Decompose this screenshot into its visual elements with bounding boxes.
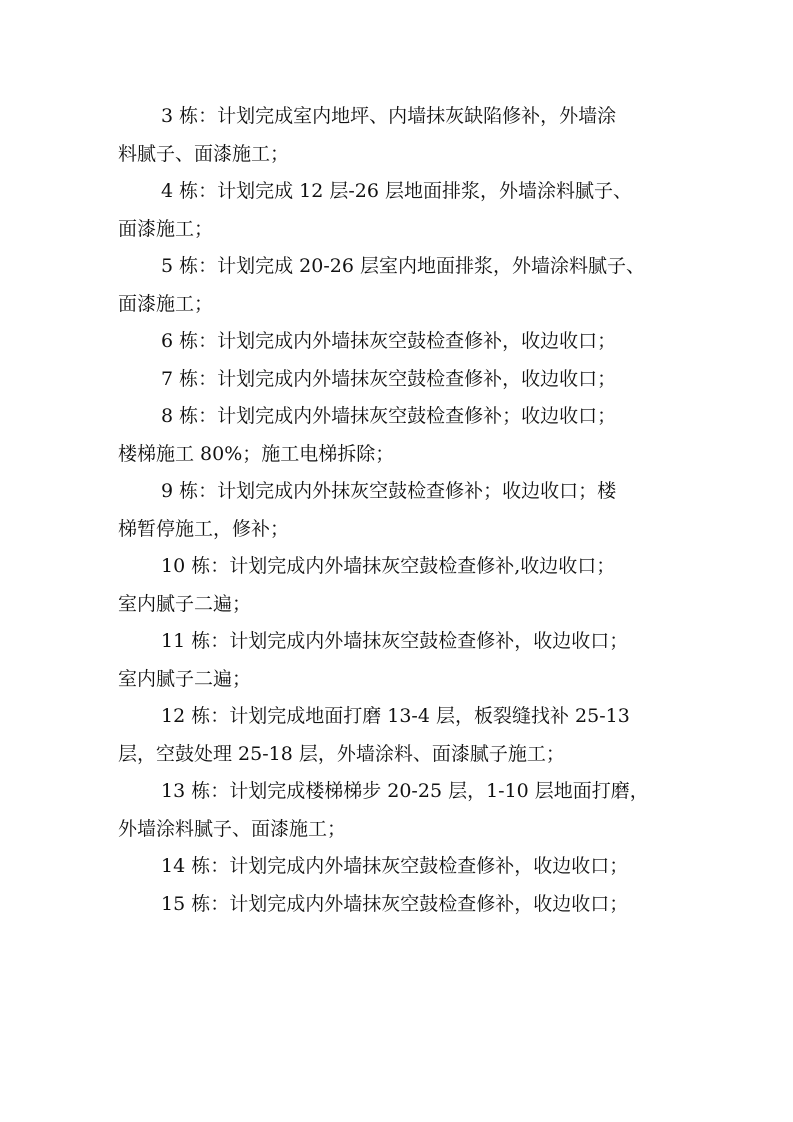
document-body bbox=[118, 98, 678, 923]
paragraph-line: 面漆施工； bbox=[118, 217, 214, 240]
paragraph-line: 13 栋：计划完成楼梯梯步 20-25 层，1-10 层地面打磨， bbox=[161, 780, 649, 802]
paragraph-line: 梯暂停施工，修补； bbox=[118, 517, 290, 540]
paragraph-line: 6 栋：计划完成内外墙抹灰空鼓检查修补，收边收口； bbox=[161, 330, 617, 352]
paragraph-line: 室内腻子二遍； bbox=[118, 592, 252, 615]
paragraph-line: 4 栋：计划完成 12 层-26 层地面排浆，外墙涂料腻子、 bbox=[161, 180, 633, 202]
paragraph-line: 料腻子、面漆施工； bbox=[118, 142, 290, 165]
paragraph-line: 外墙涂料腻子、面漆施工； bbox=[118, 817, 347, 840]
paragraph-line: 室内腻子二遍； bbox=[118, 667, 252, 690]
paragraph-line: 3 栋：计划完成室内地坪、内墙抹灰缺陷修补，外墙涂 bbox=[161, 105, 617, 127]
paragraph-line: 楼梯施工 80%；施工电梯拆除； bbox=[118, 442, 395, 465]
paragraph-line: 10 栋：计划完成内外墙抹灰空鼓检查修补,收边收口； bbox=[161, 555, 616, 577]
paragraph-line: 层，空鼓处理 25-18 层，外墙涂料、面漆腻子施工； bbox=[118, 742, 565, 765]
paragraph-line: 14 栋：计划完成内外墙抹灰空鼓检查修补，收边收口； bbox=[161, 855, 629, 877]
paragraph-line: 7 栋：计划完成内外墙抹灰空鼓检查修补，收边收口； bbox=[161, 367, 617, 390]
paragraph-line: 15 栋：计划完成内外墙抹灰空鼓检查修补，收边收口； bbox=[161, 892, 629, 915]
paragraph-line: 12 栋：计划完成地面打磨 13-4 层，板裂缝找补 25-13 bbox=[161, 705, 630, 727]
paragraph-line: 5 栋：计划完成 20-26 层室内地面排浆，外墙涂料腻子、 bbox=[161, 255, 645, 277]
paragraph-line: 面漆施工； bbox=[118, 292, 214, 315]
paragraph-line: 8 栋：计划完成内外墙抹灰空鼓检查修补；收边收口； bbox=[161, 405, 617, 427]
paragraph-line: 11 栋：计划完成内外墙抹灰空鼓检查修补，收边收口； bbox=[161, 630, 629, 652]
paragraph-line: 9 栋：计划完成内外抹灰空鼓检查修补；收边收口；楼 bbox=[161, 480, 617, 502]
